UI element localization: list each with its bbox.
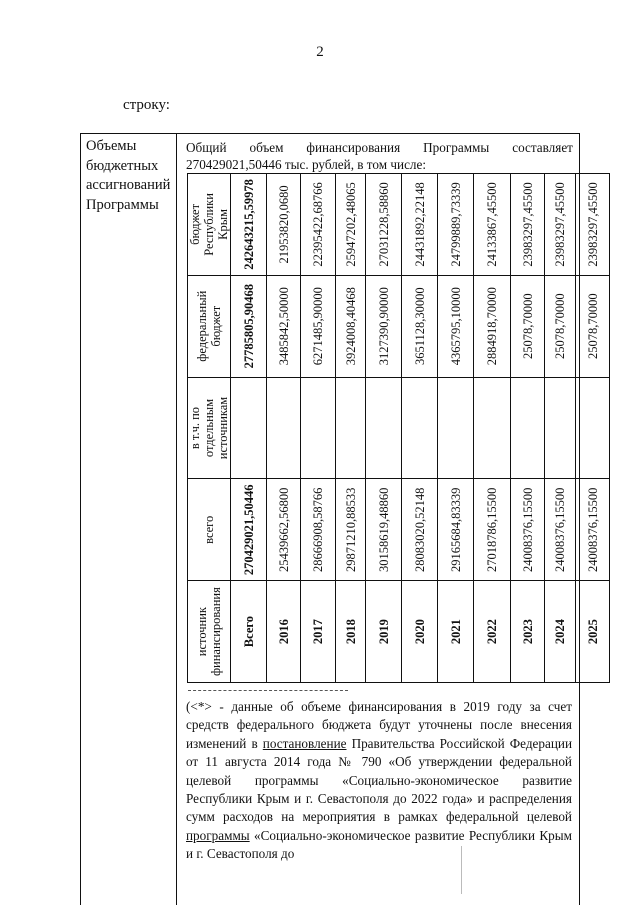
funding-intro [186, 139, 573, 173]
table-row [231, 174, 267, 683]
footnote-separator [188, 690, 348, 691]
row-label: 2016 [267, 581, 301, 683]
header-separate-sources: в т.ч. по отдельным источникам [188, 377, 231, 479]
cell-crimea: 25947202,48065 [336, 174, 366, 276]
funding-table-wrapper [187, 173, 600, 683]
cell-separate [402, 377, 438, 479]
section-label-line: бюджетных [86, 157, 159, 174]
cell-total: 24008376,15500 [576, 479, 610, 581]
cell-federal: 3651128,30000 [402, 275, 438, 377]
cell-total: 24008376,15500 [511, 479, 545, 581]
intro-word: финансирования [306, 140, 401, 155]
cell-crimea: 23983297,45500 [545, 174, 576, 276]
table-row [576, 174, 610, 683]
page-number: 2 [316, 44, 324, 60]
cell-federal: 25078,70000 [545, 275, 576, 377]
cell-separate [511, 377, 545, 479]
row-label: 2024 [545, 581, 576, 683]
cell-federal: 6271485,90000 [301, 275, 336, 377]
header-source: источник финансирования [188, 581, 231, 683]
cell-total: 25439662,56800 [267, 479, 301, 581]
row-label: 2018 [336, 581, 366, 683]
row-label: 2017 [301, 581, 336, 683]
row-label: 2019 [366, 581, 402, 683]
row-label: 2021 [438, 581, 474, 683]
cell-federal: 3127390,90000 [366, 275, 402, 377]
row-label: 2025 [576, 581, 610, 683]
cell-federal: 3485842,50000 [267, 275, 301, 377]
cell-total: 27018786,15500 [474, 479, 511, 581]
cell-separate [231, 377, 267, 479]
footnote-text: (<*> - данные об объеме финансирования в 2019 году за счет средств федерального бюджета будут уточнены после внесения изменений в [186, 699, 572, 751]
cell-federal: 27785805,90468 [231, 275, 267, 377]
cell-separate [366, 377, 402, 479]
lead-text: строку: [123, 97, 170, 113]
cell-crimea: 22395422,68766 [301, 174, 336, 276]
table-row [474, 174, 511, 683]
column-divider [176, 133, 177, 905]
cell-separate [267, 377, 301, 479]
cell-crimea: 24133867,45500 [474, 174, 511, 276]
footnote-text: «Социально-экономическое развитие Республики Крым и г. Севастополя до [186, 827, 572, 862]
cell-crimea: 24431892,22148 [402, 174, 438, 276]
header-crimea-budget: бюджет Республики Крым [188, 174, 231, 276]
table-header-row [188, 174, 231, 683]
intro-word: Общий [186, 140, 227, 155]
cell-separate [474, 377, 511, 479]
cell-crimea: 242643215,59978 [231, 174, 267, 276]
row-label: 2023 [511, 581, 545, 683]
cell-separate [545, 377, 576, 479]
funding-table [187, 173, 610, 683]
section-label-line: ассигнований [86, 177, 171, 193]
cell-federal: 25078,70000 [511, 275, 545, 377]
footnote [186, 698, 572, 864]
cell-crimea: 27031228,58860 [366, 174, 402, 276]
intro-word: составляет [512, 140, 573, 155]
table-row [366, 174, 402, 683]
cell-total: 270429021,50446 [231, 479, 267, 581]
row-label: 2022 [474, 581, 511, 683]
cell-federal: 25078,70000 [576, 275, 610, 377]
cell-crimea: 21953820,0680 [267, 174, 301, 276]
cell-crimea: 23983297,45500 [576, 174, 610, 276]
header-total: всего [188, 479, 231, 581]
section-label [86, 137, 174, 215]
header-federal-budget: федеральный бюджет [188, 275, 231, 377]
section-label-line: Программы [86, 196, 159, 213]
scan-mark [461, 846, 462, 894]
cell-total: 30158619,48860 [366, 479, 402, 581]
cell-federal: 2884918,70000 [474, 275, 511, 377]
intro-line-2: 270429021,50446 тыс. рублей, в том числе: [186, 157, 427, 172]
row-label: 2020 [402, 581, 438, 683]
section-label-line: Объемы [86, 138, 137, 154]
cell-separate [576, 377, 610, 479]
row-label: Всего [231, 581, 267, 683]
cell-federal: 4365795,10000 [438, 275, 474, 377]
cell-total: 29871210,88533 [336, 479, 366, 581]
intro-line-1 [186, 139, 573, 156]
cell-crimea: 23983297,45500 [511, 174, 545, 276]
cell-total: 24008376,15500 [545, 479, 576, 581]
table-row [438, 174, 474, 683]
cell-total: 28083020,52148 [402, 479, 438, 581]
cell-separate [301, 377, 336, 479]
intro-word: Программы [423, 140, 490, 155]
cell-total: 28666908,58766 [301, 479, 336, 581]
cell-total: 29165684,83339 [438, 479, 474, 581]
cell-crimea: 24799889,73339 [438, 174, 474, 276]
footnote-text: Правительства Российской Федерации от 11 августа 2014 года № 790 «Об утверждении федеральной целевой программы «Социально-экономическое развитие Республики Крым и г. Севастополя до 2022 года» и распределения сумм расходов на мероприятия в рамках федеральной целевой [186, 735, 572, 825]
intro-word: объем [249, 140, 284, 155]
table-row [267, 174, 301, 683]
table-row [301, 174, 336, 683]
program-link[interactable]: программы [186, 827, 250, 843]
cell-separate [336, 377, 366, 479]
table-row [545, 174, 576, 683]
cell-separate [438, 377, 474, 479]
decree-link[interactable]: постановление [262, 735, 347, 751]
cell-federal: 3924008,40468 [336, 275, 366, 377]
table-row [402, 174, 438, 683]
table-row [511, 174, 545, 683]
table-row [336, 174, 366, 683]
